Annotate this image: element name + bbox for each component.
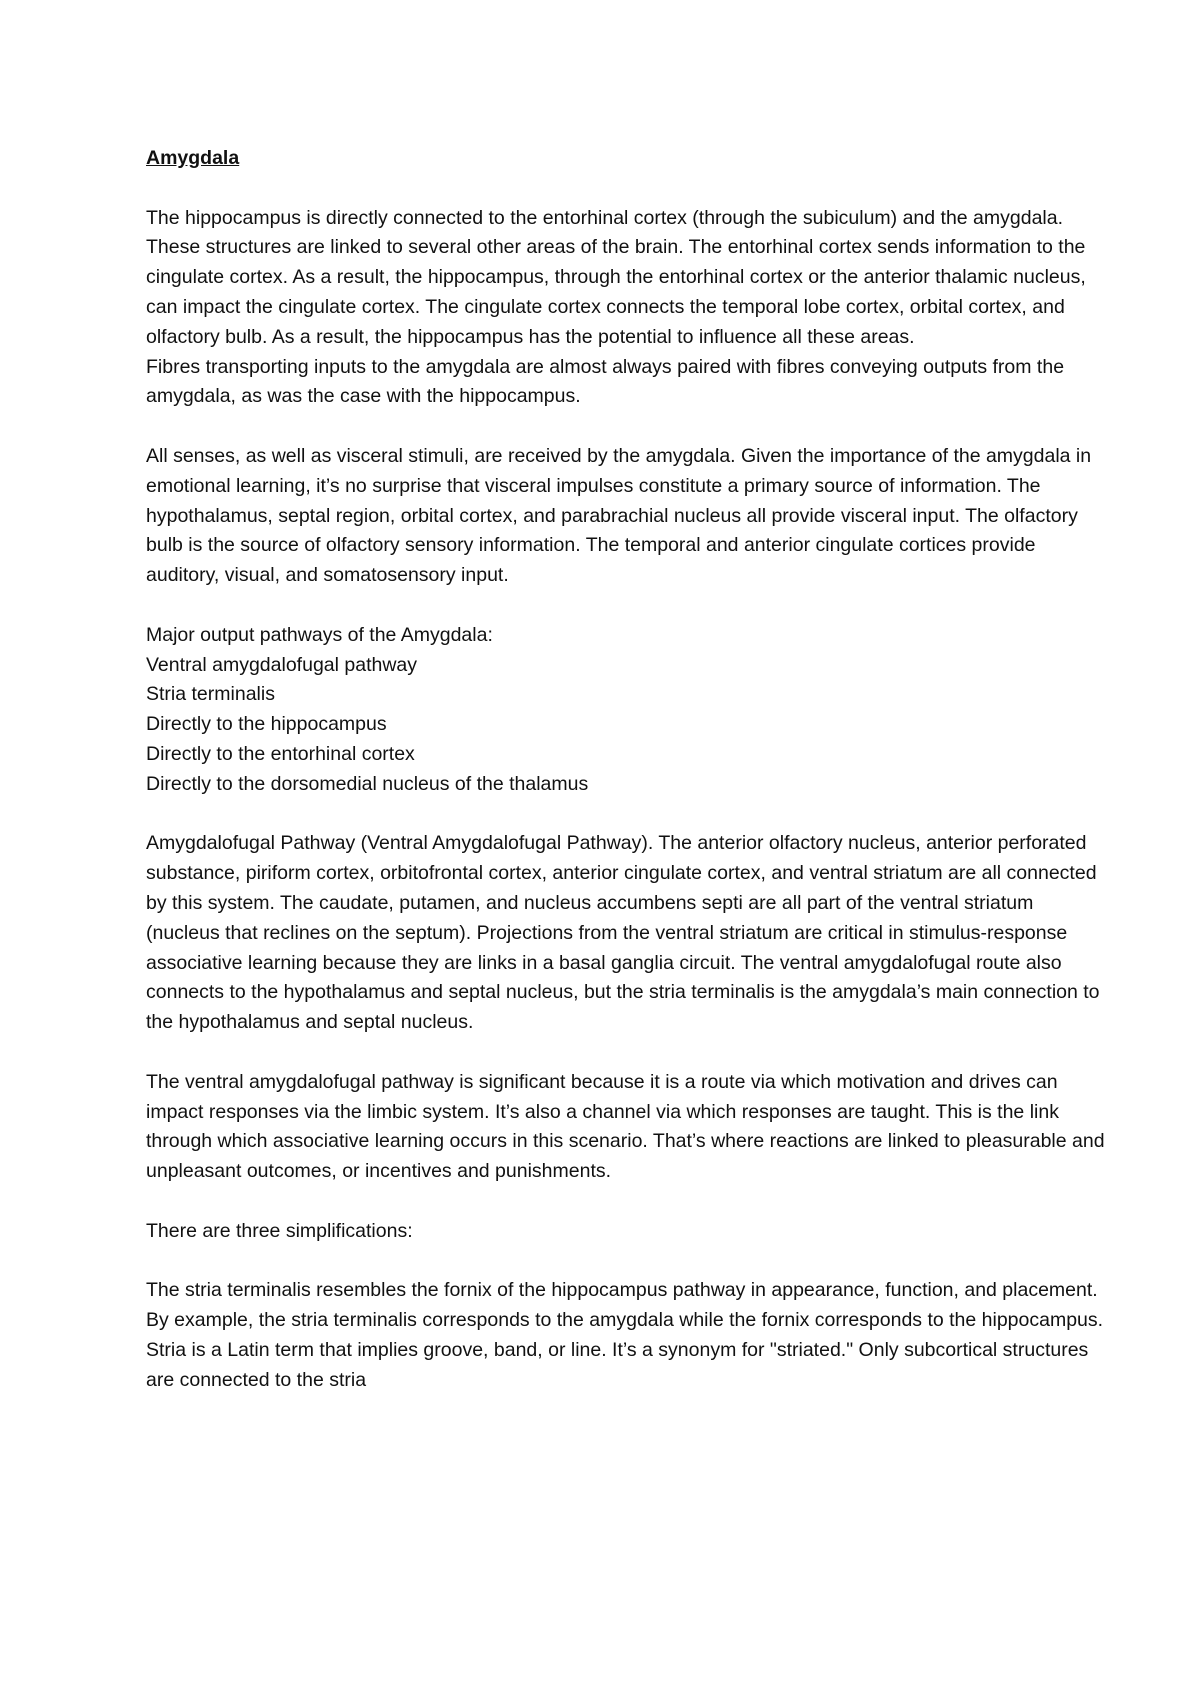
output-pathways-title: Major output pathways of the Amygdala: [146,623,493,646]
list-item: Directly to the dorsomedial nucleus of the thalamus [146,772,589,795]
output-pathways-list [146,651,1106,800]
page-title: Amygdala [146,147,240,169]
document-body [146,144,1106,1395]
paragraph-senses: All senses, as well as visceral stimuli, are received by the amygdala. Given the importance of the amygdala in emotional learning, it’s no surprise that visceral impulses constitute a primary source of information. The hypothalamus, septal region, orbital cortex, and parabrachial nucleus all provide visceral input. The olfactory bulb is the source of olfactory sensory information. The temporal and anterior cingulate cortices provide auditory, visual, and somatosensory input. [146,444,1092,587]
paragraph-fibres: Fibres transporting inputs to the amygdala are almost always paired with fibres conveying outputs from the amygdala, as was the case with the hippocampus. [146,355,1065,408]
paragraph-hippocampus-connections: The hippocampus is directly connected to the entorhinal cortex (through the subiculum) and the amygdala. These structures are linked to several other areas of the brain. The entorhinal cortex sends information to the cingulate cortex. As a result, the hippocampus, through the entorhinal cortex or the anterior thalamic nucleus, can impact the cingulate cortex. The cingulate cortex connects the temporal lobe cortex, orbital cortex, and olfactory bulb. As a result, the hippocampus has the potential to influence all these areas. [146,206,1086,348]
list-item: Stria terminalis [146,683,275,706]
paragraph-simplifications: There are three simplifications: [146,1219,413,1242]
list-item: Directly to the entorhinal cortex [146,742,415,765]
paragraph-significance: The ventral amygdalofugal pathway is significant because it is a route via which motivation and drives can impact responses via the limbic system. It’s also a channel via which responses are taught. This is the link through which associative learning occurs in this scenario. That’s where reactions are linked to pleasurable and unpleasant outcomes, or incentives and punishments. [146,1070,1105,1183]
list-item: Ventral amygdalofugal pathway [146,653,418,676]
paragraph-amygdalofugal-pathway: Amygdalofugal Pathway (Ventral Amygdalofugal Pathway). The anterior olfactory nucleus, anterior perforated substance, piriform cortex, orbitofrontal cortex, anterior cingulate cortex, and ventral striatum are all connected by this system. The caudate, putamen, and nucleus accumbens septi are all part of the ventral striatum (nucleus that reclines on the septum). Projections from the ventral striatum are critical in stimulus-response associative learning because they are links in a basal ganglia circuit. The ventral amygdalofugal route also connects to the hypothalamus and septal nucleus, but the stria terminalis is the amygdala’s main connection to the hypothalamus and septal nucleus. [146,832,1100,1034]
paragraph-stria-terminalis: The stria terminalis resembles the fornix of the hippocampus pathway in appearance, function, and placement. By example, the stria terminalis corresponds to the amygdala while the fornix corresponds to the hippocampus. Stria is a Latin term that implies groove, band, or line. It’s a synonym for "striated." Only subcortical structures are connected to the stria [146,1279,1104,1391]
list-item: Directly to the hippocampus [146,713,387,736]
